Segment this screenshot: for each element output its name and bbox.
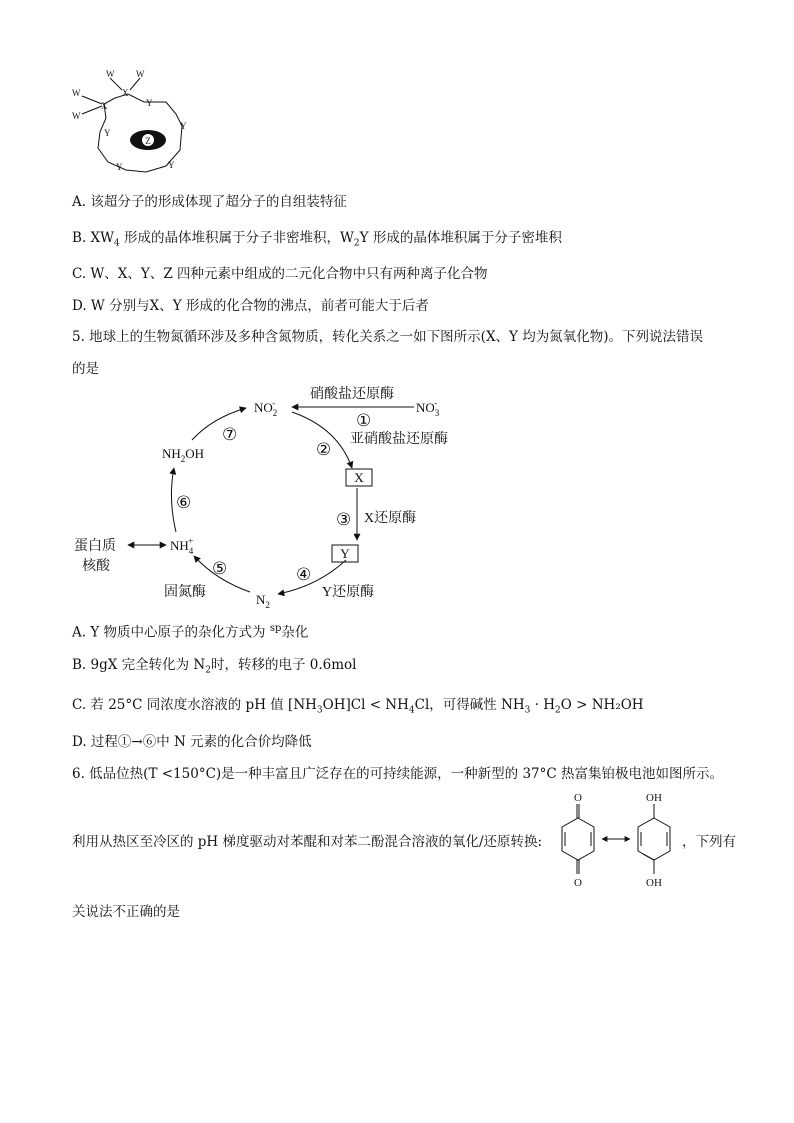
enzyme-fix: 固氮酶	[164, 585, 206, 600]
svg-text:Y: Y	[116, 162, 123, 172]
enzyme-x: X还原酶	[364, 511, 417, 526]
svg-text:Y: Y	[146, 98, 153, 108]
hydroquinone-oh-bottom: OH	[646, 877, 662, 889]
quinone-o-top: O	[574, 792, 582, 804]
q5-stem-line1: 5. 地球上的生物氮循环涉及多种含氮物质，转化关系之一如下图所示(X、Y 均为氮氧化物)。下列说法错误	[72, 329, 704, 345]
q6-stem-line1: 6. 低品位热(T <150°C)是一种丰富且广泛存在的可持续能源，一种新型的 37°C 热富集铂极电池如图所示。	[72, 766, 723, 782]
svg-text:Y: Y	[180, 121, 187, 131]
q5-option-d: D. 过程①→⑥中 N 元素的化合价均降低	[72, 734, 312, 750]
q4-option-b: B. $XW_4$ 形成的晶体堆积属于分子非密堆积，$W_2Y$ 形成的晶体堆积属于分子密堆积	[72, 230, 562, 249]
q5-option-a: A. Y 物质中心原子的杂化方式为 $^{sp}$杂化	[72, 623, 309, 641]
nucleic-label: 核酸	[82, 559, 110, 574]
no2-label: $NO_2-$	[254, 398, 278, 418]
q4-option-c: C. W、X、Y、Z 四种元素中组成的二元化合物中只有两种离子化合物	[72, 266, 488, 282]
q6-stem-line3: 关说法不正确的是	[72, 904, 180, 920]
step-6: ⑥	[176, 493, 192, 512]
q5-stem-line2: 的是	[72, 361, 99, 377]
n2-label: $N_2$	[256, 592, 270, 610]
protein-label: 蛋白质	[74, 539, 116, 554]
q5-option-b: B. 9gX 完全转化为 $N_2$时，转移的电子 0.6mol	[72, 657, 357, 676]
svg-text:W: W	[72, 88, 81, 98]
quinone-o-bottom: O	[574, 877, 582, 889]
svg-text:X: X	[101, 101, 108, 111]
no3-label: $NO_3-$	[416, 398, 440, 418]
z-label: Z	[145, 136, 151, 146]
svg-text:Y: Y	[168, 160, 175, 170]
q4-option-d: D. W 分别与X、Y 形成的化合物的沸点，前者可能大于后者	[72, 298, 429, 314]
q4-option-a: A. 该超分子的形成体现了超分子的自组装特征	[72, 194, 347, 210]
step-3: ③	[336, 510, 352, 529]
svg-text:W: W	[136, 69, 145, 79]
nh2oh-label: $NH_2OH$	[162, 446, 205, 464]
nh4-label: $NH_4+$	[170, 536, 194, 556]
supramolecule-figure	[70, 66, 210, 182]
nitrogen-cycle-diagram	[70, 380, 470, 612]
step-7: ⑦	[222, 425, 238, 444]
hydroquinone-oh-top: OH	[646, 792, 662, 804]
step-5: ⑤	[212, 559, 228, 578]
svg-text:X: X	[122, 88, 129, 98]
enzyme-nitrate: 硝酸盐还原酶	[310, 387, 394, 402]
svg-text:W: W	[106, 69, 115, 79]
enzyme-nitrite: 亚硝酸盐还原酶	[350, 432, 448, 447]
quinone-hydroquinone-figure	[552, 788, 680, 892]
q5-option-c: C. 若 25°C 同浓度水溶液的 pH 值 $[NH_3OH]Cl < NH_4Cl$，可得碱性 $NH_3 \cdot H_2O > NH_2OH$	[72, 697, 644, 716]
svg-text:W: W	[72, 111, 81, 121]
step-1: ①	[356, 411, 372, 430]
enzyme-y: Y还原酶	[322, 585, 375, 600]
y-box-label: Y	[340, 546, 350, 561]
step-2: ②	[316, 440, 332, 459]
x-box-label: X	[354, 470, 364, 485]
q6-stem-line2-tail: ，下列有	[682, 834, 736, 850]
svg-text:Y: Y	[104, 128, 111, 138]
q6-stem-line2: 利用从热区至冷区的 pH 梯度驱动对苯醌和对苯二酚混合溶液的氧化/还原转换:	[72, 834, 543, 850]
step-4: ④	[296, 565, 312, 584]
